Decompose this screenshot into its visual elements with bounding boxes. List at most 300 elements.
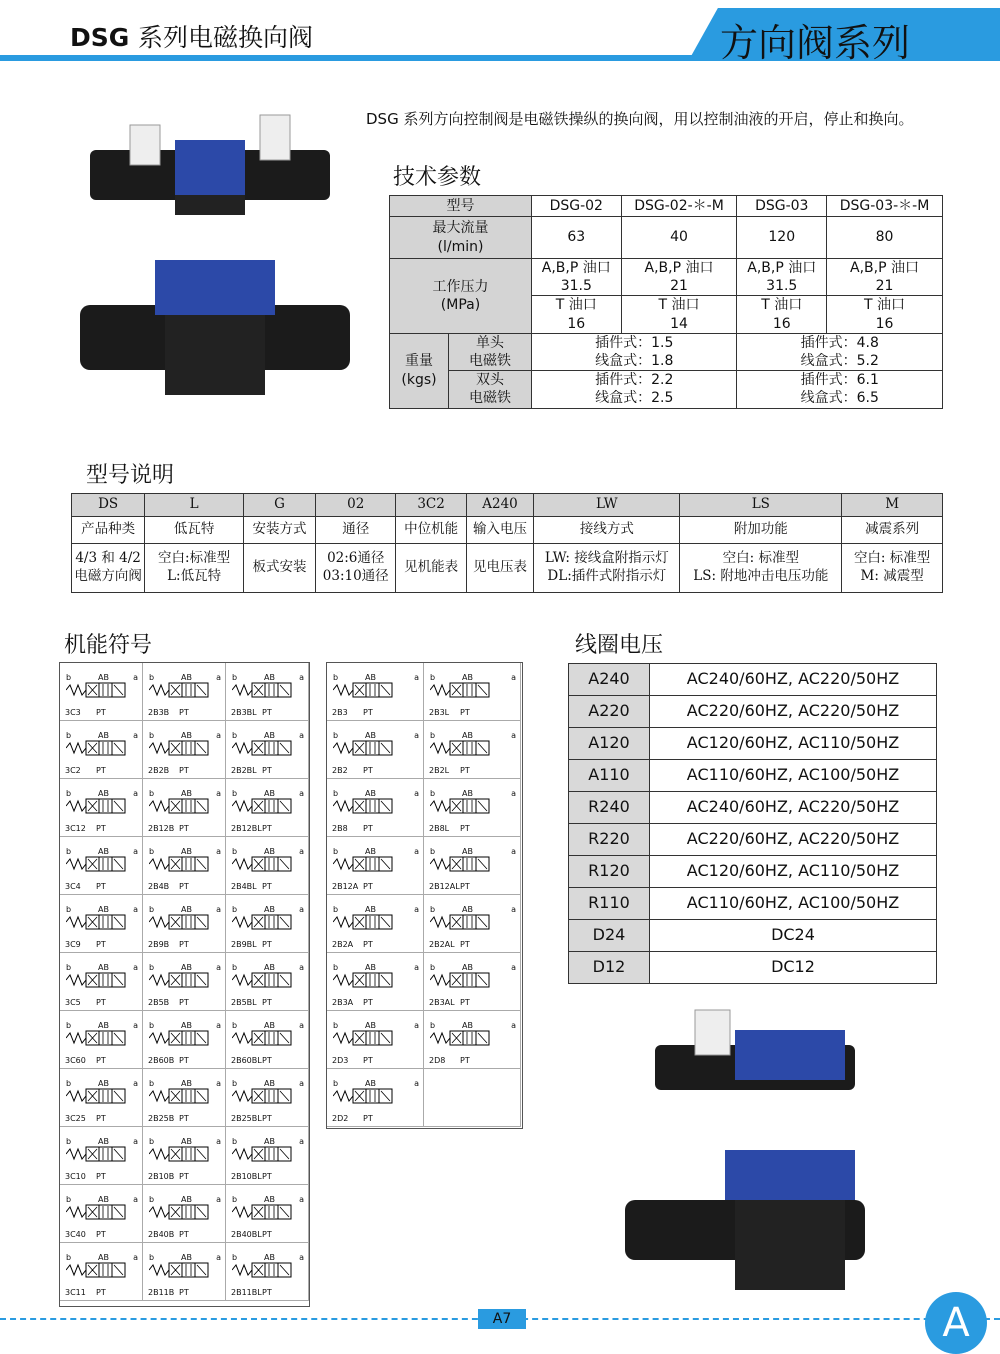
symbol-code: 2B3L xyxy=(429,708,450,717)
port-ab-label: AB xyxy=(181,847,192,856)
valve-symbol-icon xyxy=(66,1203,130,1221)
port-b-label: b xyxy=(430,905,436,914)
symbol-cell xyxy=(143,721,226,779)
symbol-cell xyxy=(327,721,424,779)
model-name-cell: 减震系列 xyxy=(842,517,943,544)
valve-symbol-icon xyxy=(232,1029,296,1047)
double-02-weight: 插件式：2.2 线盒式：2.5 xyxy=(532,371,737,408)
valve-symbol-icon xyxy=(333,1087,397,1105)
symbol-cell xyxy=(226,721,309,779)
valve-symbol-icon xyxy=(66,913,130,931)
port-a-label: a xyxy=(133,847,138,856)
symbol-code: 2B2L xyxy=(429,766,450,775)
symbol-cell xyxy=(143,1069,226,1127)
valve-symbol-icon xyxy=(149,1261,213,1279)
symbol-cell xyxy=(60,663,143,721)
symbol-code: 2B4B xyxy=(148,882,170,891)
port-a-label: a xyxy=(414,905,419,914)
voltage-row xyxy=(569,824,937,856)
port-b-label: b xyxy=(232,1079,238,1088)
port-b-label: b xyxy=(333,673,339,682)
voltage-code: R110 xyxy=(569,888,650,920)
symbol-cell xyxy=(143,1185,226,1243)
single-02-weight: 插件式：1.5 线盒式：1.8 xyxy=(532,333,737,370)
port-pt-label: PT xyxy=(96,940,106,949)
voltage-code: R120 xyxy=(569,856,650,888)
port-pt-label: PT xyxy=(460,1056,470,1065)
port-ab-label: AB xyxy=(98,1195,109,1204)
symbol-cell xyxy=(424,721,521,779)
double-label: 双头 电磁铁 xyxy=(449,371,532,408)
voltage-spec: AC240/60HZ, AC220/50HZ xyxy=(650,664,937,696)
voltage-row xyxy=(569,664,937,696)
symbol-cell xyxy=(143,1127,226,1185)
symbols-title: 机能符号 xyxy=(64,633,153,658)
port-ab-label: AB xyxy=(365,847,376,856)
symbol-code: 2B2AL xyxy=(429,940,455,949)
port-b-label: b xyxy=(333,789,339,798)
voltage-row xyxy=(569,888,937,920)
symbol-cell xyxy=(226,953,309,1011)
port-ab-label: AB xyxy=(98,847,109,856)
flow-cell: 40 xyxy=(621,217,737,259)
symbol-cell xyxy=(327,779,424,837)
valve-symbol-icon xyxy=(333,1029,397,1047)
port-a-label: a xyxy=(414,963,419,972)
port-pt-label: PT xyxy=(96,824,106,833)
port-a-label: a xyxy=(216,1137,221,1146)
voltage-code: R220 xyxy=(569,824,650,856)
model-code-cell: DS xyxy=(72,494,145,517)
voltage-row xyxy=(569,760,937,792)
port-b-label: b xyxy=(149,905,155,914)
symbol-cell xyxy=(60,1185,143,1243)
port-pt-label: PT xyxy=(262,940,272,949)
valve-symbol-icon xyxy=(149,1145,213,1163)
port-ab-label: AB xyxy=(264,847,275,856)
port-a-label: a xyxy=(414,673,419,682)
abp-cell: A,B,P 油口 31.5 xyxy=(737,259,827,296)
port-a-label: a xyxy=(133,1195,138,1204)
port-b-label: b xyxy=(333,1079,339,1088)
symbol-code: 3C9 xyxy=(65,940,81,949)
voltage-code: R240 xyxy=(569,792,650,824)
port-pt-label: PT xyxy=(460,940,470,949)
symbol-cell xyxy=(327,1011,424,1069)
voltage-row xyxy=(569,728,937,760)
port-pt-label: PT xyxy=(460,766,470,775)
port-b-label: b xyxy=(232,1021,238,1030)
port-b-label: b xyxy=(66,731,72,740)
symbol-code: 2B8 xyxy=(332,824,348,833)
symbol-code: 2B3 xyxy=(332,708,348,717)
port-a-label: a xyxy=(511,673,516,682)
symbol-code: 2B60B xyxy=(148,1056,175,1065)
symbol-code: 2B2 xyxy=(332,766,348,775)
port-a-label: a xyxy=(216,905,221,914)
symbol-code: 2B25BL xyxy=(231,1114,262,1123)
port-ab-label: AB xyxy=(181,673,192,682)
abp-cell: A,B,P 油口 21 xyxy=(827,259,943,296)
port-ab-label: AB xyxy=(264,731,275,740)
model-desc-cell: 空白: 标准型 LS: 附地冲击电压功能 xyxy=(680,544,842,593)
port-ab-label: AB xyxy=(365,963,376,972)
port-a-label: a xyxy=(216,1021,221,1030)
port-b-label: b xyxy=(149,789,155,798)
port-b-label: b xyxy=(66,1253,72,1262)
port-ab-label: AB xyxy=(98,1021,109,1030)
port-pt-label: PT xyxy=(262,766,272,775)
symbol-code: 3C5 xyxy=(65,998,81,1007)
valve-symbol-icon xyxy=(66,681,130,699)
valve-symbol-icon xyxy=(149,1087,213,1105)
voltage-row xyxy=(569,920,937,952)
flow-cell: 80 xyxy=(827,217,943,259)
port-a-label: a xyxy=(414,1079,419,1088)
symbol-code: 3C60 xyxy=(65,1056,86,1065)
port-b-label: b xyxy=(66,963,72,972)
symbol-code: 2B3AL xyxy=(429,998,455,1007)
product-photo-bottom xyxy=(80,260,350,395)
port-b-label: b xyxy=(66,1079,72,1088)
symbol-grid-left xyxy=(59,662,310,1307)
valve-symbol-icon xyxy=(149,1203,213,1221)
port-ab-label: AB xyxy=(181,1021,192,1030)
voltage-code: A240 xyxy=(569,664,650,696)
valve-symbol-icon xyxy=(66,1145,130,1163)
port-ab-label: AB xyxy=(264,789,275,798)
symbol-code: 2B5B xyxy=(148,998,170,1007)
port-a-label: a xyxy=(133,905,138,914)
port-b-label: b xyxy=(232,673,238,682)
symbol-cell xyxy=(60,721,143,779)
symbol-cell xyxy=(143,895,226,953)
port-a-label: a xyxy=(299,963,304,972)
port-b-label: b xyxy=(149,673,155,682)
tech-table xyxy=(389,195,943,409)
valve-symbol-icon xyxy=(430,681,494,699)
symbol-grid-right xyxy=(326,662,523,1129)
port-b-label: b xyxy=(232,789,238,798)
model-desc-cell: 板式安装 xyxy=(243,544,315,593)
valve-symbol-icon xyxy=(149,797,213,815)
port-a-label: a xyxy=(299,789,304,798)
model-name-cell: 接线方式 xyxy=(534,517,680,544)
symbol-cell xyxy=(60,837,143,895)
port-b-label: b xyxy=(232,1137,238,1146)
valve-symbol-icon xyxy=(232,971,296,989)
port-a-label: a xyxy=(133,731,138,740)
symbol-code: 2B9BL xyxy=(231,940,257,949)
port-a-label: a xyxy=(133,1021,138,1030)
port-pt-label: PT xyxy=(96,766,106,775)
port-b-label: b xyxy=(232,731,238,740)
port-b-label: b xyxy=(333,847,339,856)
port-b-label: b xyxy=(66,1137,72,1146)
single-03-weight: 插件式：4.8 线盒式：5.2 xyxy=(737,333,943,370)
port-ab-label: AB xyxy=(98,1137,109,1146)
product-photo-top xyxy=(80,105,350,445)
port-b-label: b xyxy=(149,731,155,740)
voltage-table xyxy=(568,663,937,984)
valve-symbol-icon xyxy=(232,681,296,699)
port-ab-label: AB xyxy=(365,673,376,682)
port-a-label: a xyxy=(216,1253,221,1262)
model-name-cell: 输入电压 xyxy=(466,517,534,544)
port-ab-label: AB xyxy=(181,731,192,740)
symbol-code: 2B60BL xyxy=(231,1056,262,1065)
symbol-code: 2B12A xyxy=(332,882,359,891)
port-b-label: b xyxy=(149,1079,155,1088)
model-desc-cell: 见机能表 xyxy=(396,544,466,593)
symbol-cell xyxy=(226,1011,309,1069)
port-pt-label: PT xyxy=(363,1114,373,1123)
port-a-label: a xyxy=(299,847,304,856)
flow-cell: 63 xyxy=(532,217,622,259)
valve-symbol-icon xyxy=(232,1145,296,1163)
valve-symbol-icon xyxy=(232,1203,296,1221)
port-a-label: a xyxy=(133,1253,138,1262)
header-title-cn: 系列电磁换向阀 xyxy=(138,23,314,52)
model-code-cell: G xyxy=(243,494,315,517)
port-b-label: b xyxy=(232,847,238,856)
symbol-cell xyxy=(327,837,424,895)
port-pt-label: PT xyxy=(179,1056,189,1065)
valve-symbol-icon xyxy=(66,855,130,873)
port-a-label: a xyxy=(414,789,419,798)
voltage-code: D24 xyxy=(569,920,650,952)
symbol-cell xyxy=(143,953,226,1011)
symbol-code: 2B10B xyxy=(148,1172,175,1181)
model-name-cell: 安装方式 xyxy=(243,517,315,544)
symbol-cell xyxy=(60,1127,143,1185)
model-code-cell: A240 xyxy=(466,494,534,517)
single-label: 单头 电磁铁 xyxy=(449,333,532,370)
port-a-label: a xyxy=(414,731,419,740)
symbol-code: 2B5BL xyxy=(231,998,257,1007)
symbol-code: 2B3A xyxy=(332,998,354,1007)
symbol-code: 2D3 xyxy=(332,1056,349,1065)
port-a-label: a xyxy=(511,1021,516,1030)
port-pt-label: PT xyxy=(179,1288,189,1297)
port-ab-label: AB xyxy=(181,905,192,914)
model-cell: DSG-03-＊-M xyxy=(827,196,943,217)
port-b-label: b xyxy=(333,963,339,972)
port-b-label: b xyxy=(149,1253,155,1262)
valve-symbol-icon xyxy=(149,681,213,699)
symbol-code: 2B8L xyxy=(429,824,450,833)
port-ab-label: AB xyxy=(181,963,192,972)
port-ab-label: AB xyxy=(264,1253,275,1262)
model-desc-cell: 02:6通径 03:10通径 xyxy=(316,544,396,593)
port-a-label: a xyxy=(216,731,221,740)
port-b-label: b xyxy=(232,963,238,972)
port-ab-label: AB xyxy=(365,905,376,914)
model-cell: DSG-02 xyxy=(532,196,622,217)
voltage-spec: AC120/60HZ, AC110/50HZ xyxy=(650,728,937,760)
symbol-cell xyxy=(327,1069,424,1127)
header-series: DSG xyxy=(70,23,130,52)
valve-symbol-icon xyxy=(149,855,213,873)
valve-symbol-icon xyxy=(149,913,213,931)
symbol-cell xyxy=(143,1243,226,1301)
valve-symbol-icon xyxy=(149,971,213,989)
flow-cell: 120 xyxy=(737,217,827,259)
symbol-cell xyxy=(226,663,309,721)
intro-text: DSG 系列方向控制阀是电磁铁操纵的换向阀，用以控制油液的开启，停止和换向。 xyxy=(366,110,914,128)
voltage-spec: AC110/60HZ, AC100/50HZ xyxy=(650,888,937,920)
symbol-cell xyxy=(424,1011,521,1069)
model-name-cell: 附加功能 xyxy=(680,517,842,544)
voltage-row xyxy=(569,952,937,984)
port-ab-label: AB xyxy=(264,1195,275,1204)
valve-symbol-icon xyxy=(66,971,130,989)
port-a-label: a xyxy=(299,731,304,740)
weight-label: 重量 (kgs) xyxy=(390,333,449,408)
port-pt-label: PT xyxy=(262,708,272,717)
t-cell: T 油口 16 xyxy=(737,296,827,333)
voltage-code: A120 xyxy=(569,728,650,760)
valve-symbol-icon xyxy=(66,1087,130,1105)
symbol-cell xyxy=(60,1011,143,1069)
port-ab-label: AB xyxy=(365,1079,376,1088)
port-ab-label: AB xyxy=(462,789,473,798)
port-pt-label: PT xyxy=(96,1056,106,1065)
port-a-label: a xyxy=(299,1195,304,1204)
voltage-row xyxy=(569,696,937,728)
port-b-label: b xyxy=(232,1195,238,1204)
symbol-cell xyxy=(226,1243,309,1301)
port-pt-label: PT xyxy=(363,766,373,775)
port-pt-label: PT xyxy=(179,1114,189,1123)
symbol-cell xyxy=(143,663,226,721)
symbol-code: 2B2B xyxy=(148,766,170,775)
port-ab-label: AB xyxy=(181,1079,192,1088)
product-photo-bottom-right xyxy=(625,1005,875,1305)
port-pt-label: PT xyxy=(262,1230,272,1239)
abp-cell: A,B,P 油口 21 xyxy=(621,259,737,296)
model-code-cell: M xyxy=(842,494,943,517)
port-b-label: b xyxy=(430,673,436,682)
port-pt-label: PT xyxy=(460,708,470,717)
port-pt-label: PT xyxy=(363,708,373,717)
valve-symbol-icon xyxy=(430,913,494,931)
port-ab-label: AB xyxy=(462,905,473,914)
port-pt-label: PT xyxy=(460,998,470,1007)
symbol-code: 2B12AL xyxy=(429,882,460,891)
port-b-label: b xyxy=(430,963,436,972)
port-b-label: b xyxy=(66,1195,72,1204)
valve-symbol-icon xyxy=(333,739,397,757)
valve-symbol-icon xyxy=(232,739,296,757)
model-code-cell: LW xyxy=(534,494,680,517)
valve-symbol-icon xyxy=(430,797,494,815)
port-ab-label: AB xyxy=(98,905,109,914)
port-a-label: a xyxy=(299,1137,304,1146)
port-ab-label: AB xyxy=(462,673,473,682)
valve-symbol-icon xyxy=(430,971,494,989)
symbol-code: 2B25B xyxy=(148,1114,175,1123)
port-a-label: a xyxy=(414,1021,419,1030)
port-pt-label: PT xyxy=(96,1172,106,1181)
port-pt-label: PT xyxy=(179,766,189,775)
abp-cell: A,B,P 油口 31.5 xyxy=(532,259,622,296)
port-a-label: a xyxy=(216,1195,221,1204)
valve-symbol-icon xyxy=(232,1261,296,1279)
port-b-label: b xyxy=(66,905,72,914)
valve-symbol-icon xyxy=(232,913,296,931)
port-b-label: b xyxy=(66,789,72,798)
header-title xyxy=(70,18,313,54)
symbol-cell xyxy=(226,1127,309,1185)
port-pt-label: PT xyxy=(179,824,189,833)
symbol-code: 2D2 xyxy=(332,1114,349,1123)
port-pt-label: PT xyxy=(96,708,106,717)
port-a-label: a xyxy=(216,963,221,972)
port-a-label: a xyxy=(299,1253,304,1262)
symbol-code: 3C25 xyxy=(65,1114,86,1123)
port-a-label: a xyxy=(216,847,221,856)
symbol-code: 2B10BL xyxy=(231,1172,262,1181)
symbol-cell xyxy=(226,1069,309,1127)
port-a-label: a xyxy=(511,789,516,798)
symbol-cell xyxy=(143,837,226,895)
symbol-cell xyxy=(60,1243,143,1301)
t-cell: T 油口 14 xyxy=(621,296,737,333)
port-a-label: a xyxy=(216,673,221,682)
port-a-label: a xyxy=(133,963,138,972)
port-ab-label: AB xyxy=(181,789,192,798)
port-b-label: b xyxy=(333,905,339,914)
port-ab-label: AB xyxy=(264,963,275,972)
voltage-spec: AC220/60HZ, AC220/50HZ xyxy=(650,824,937,856)
port-a-label: a xyxy=(299,673,304,682)
port-ab-label: AB xyxy=(98,673,109,682)
symbol-code: 3C12 xyxy=(65,824,86,833)
page-number: A7 xyxy=(478,1309,526,1329)
port-b-label: b xyxy=(149,1021,155,1030)
symbol-cell xyxy=(327,895,424,953)
symbol-code: 2B2BL xyxy=(231,766,257,775)
port-a-label: a xyxy=(511,963,516,972)
symbol-code: 2B11BL xyxy=(231,1288,262,1297)
valve-symbol-icon xyxy=(66,739,130,757)
voltage-code: D12 xyxy=(569,952,650,984)
port-b-label: b xyxy=(430,847,436,856)
t-cell: T 油口 16 xyxy=(827,296,943,333)
port-pt-label: PT xyxy=(96,998,106,1007)
symbol-code: 2B12BL xyxy=(231,824,262,833)
port-pt-label: PT xyxy=(363,998,373,1007)
symbol-cell xyxy=(327,953,424,1011)
port-pt-label: PT xyxy=(179,1230,189,1239)
model-desc-cell: 空白:标准型 L:低瓦特 xyxy=(145,544,244,593)
valve-symbol-icon xyxy=(232,797,296,815)
port-pt-label: PT xyxy=(96,1288,106,1297)
model-code-cell: L xyxy=(145,494,244,517)
valve-symbol-icon xyxy=(232,1087,296,1105)
port-ab-label: AB xyxy=(462,847,473,856)
port-pt-label: PT xyxy=(363,940,373,949)
model-desc-cell: LW: 接线盒附指示灯 DL:插件式附指示灯 xyxy=(534,544,680,593)
port-ab-label: AB xyxy=(98,789,109,798)
model-code-cell: 02 xyxy=(316,494,396,517)
names-row xyxy=(72,517,943,544)
symbol-cell xyxy=(60,779,143,837)
port-a-label: a xyxy=(511,847,516,856)
port-b-label: b xyxy=(149,963,155,972)
valve-symbol-icon xyxy=(66,797,130,815)
